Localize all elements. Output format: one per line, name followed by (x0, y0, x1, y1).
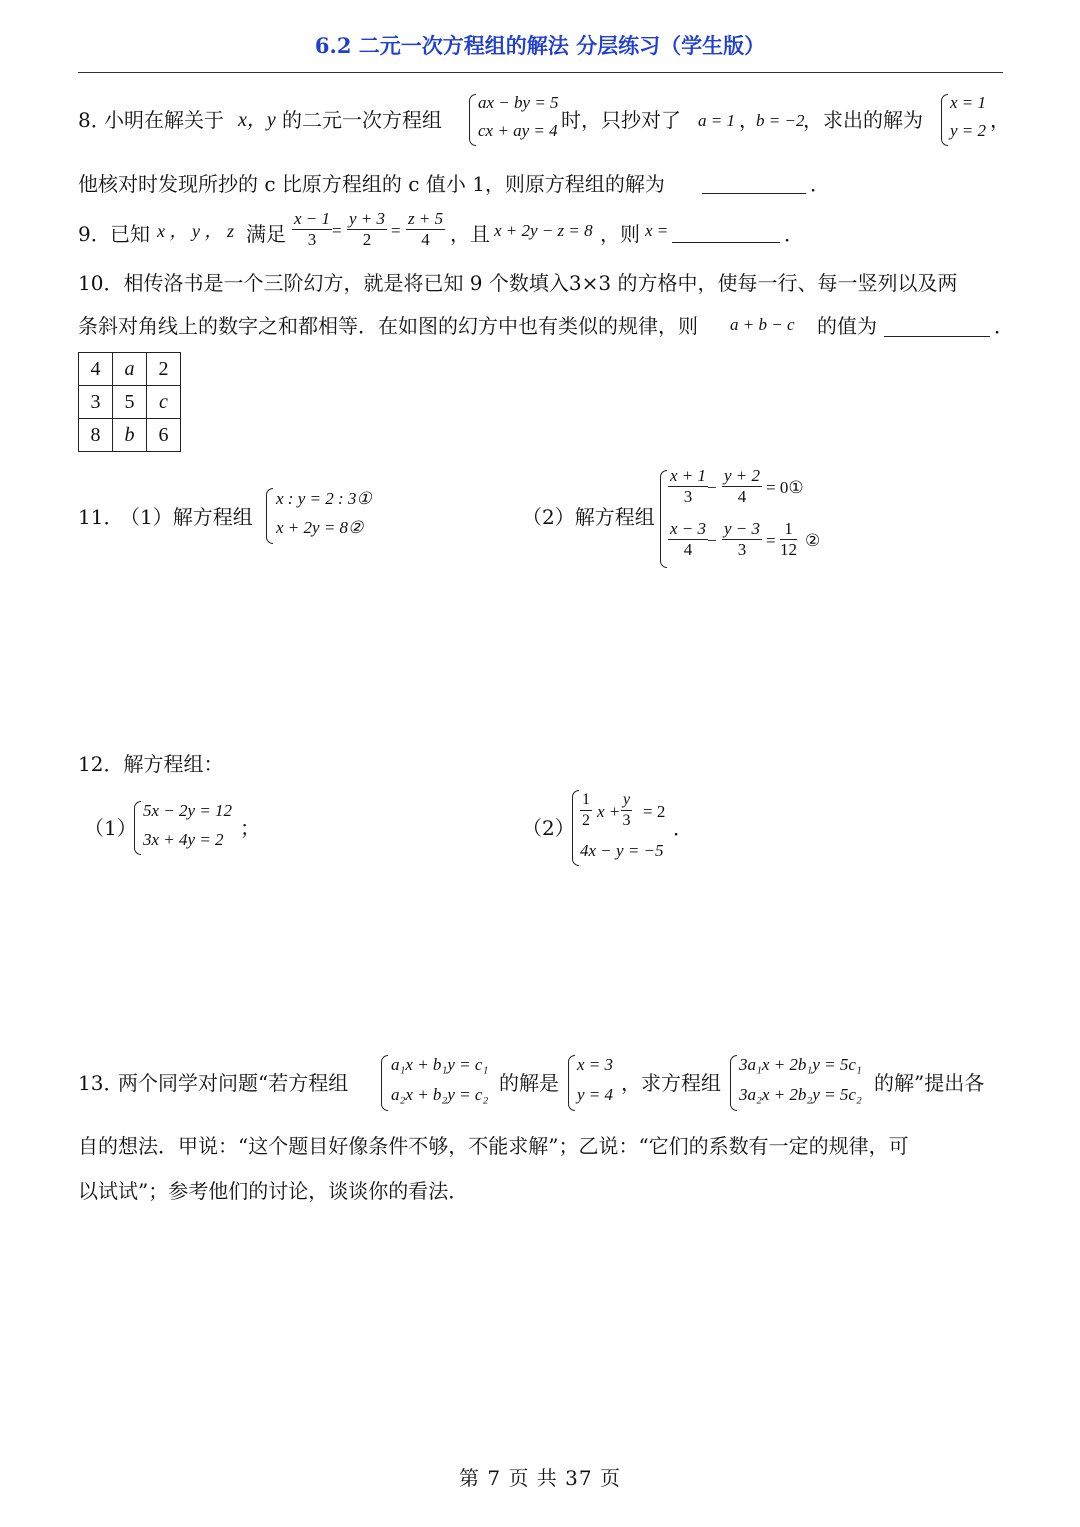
q13-system-2-eq-2: 3a₂x + 2b₂y = 5c₂ (739, 1085, 862, 1104)
equals-sign: = (766, 531, 776, 550)
fraction: $\frac{1}{2}$ (582, 791, 590, 829)
fraction: $\frac{y - 3}{3}$ (724, 519, 761, 559)
q11-p2-eq1-rhs: = 0① (766, 478, 804, 497)
q10-line-1: 10．相传洛书是一个三阶幻方，就是将已知 9 个数填入3×3 的方格中，使每一行、每一竖列以及两 (78, 271, 958, 295)
q8-text: 时，只抄对了 (561, 108, 681, 132)
circled-number: ② (805, 531, 821, 550)
q12-p1-equation-2: 3x + 4y = 2 (143, 830, 224, 849)
q13-text: 的解是 (499, 1071, 559, 1095)
q8-comma: ， (990, 108, 1010, 132)
fraction: $\frac{x - 3}{4}$ (670, 519, 707, 559)
page-title: 6.2 二元一次方程组的解法 分层练习（学生版） (314, 33, 766, 58)
q9-text: 满足 (246, 222, 286, 246)
q13-line-3: 以试试”；参考他们的讨论，谈谈你的看法． (78, 1179, 469, 1203)
q13-text: 两个同学对问题“若方程组 (118, 1071, 349, 1095)
q8-b-value: b = −2 (756, 111, 805, 130)
left-brace (572, 790, 579, 866)
answer-blank (702, 175, 806, 194)
fraction: $\frac{x + 1}{3}$ (670, 466, 707, 506)
left-brace (469, 94, 476, 146)
magic-square-cell: 3 (79, 386, 113, 419)
page-number: 第 7 页 共 37 页 (459, 1466, 621, 1490)
left-brace (730, 1055, 737, 1111)
fraction: $\frac{1}{12}$ (780, 519, 797, 559)
q9-ask: x = (645, 221, 669, 240)
answer-blank (672, 224, 780, 243)
q9-text: ，则 (600, 222, 640, 246)
fraction: $\frac{x - 1}{3}$ (294, 209, 331, 249)
left-brace (568, 1055, 575, 1111)
q13-system-1-eq-1: a₁x + b₁y = c₁ (391, 1055, 489, 1074)
q9-period: ． (784, 222, 804, 246)
q9-condition: x + 2y − z = 8 (494, 221, 593, 240)
q12-part-2-label: （2） (522, 816, 575, 840)
q12-part-1-label: （1） (84, 816, 137, 840)
magic-square-cell: 5 (113, 386, 147, 419)
q13-text: 的解”提出各 (874, 1071, 985, 1095)
q10-period: ． (994, 314, 1014, 338)
minus-sign: − (707, 531, 717, 550)
q11-part-1-label: （1）解方程组 (120, 505, 253, 529)
q11-p1-equation-2: x + 2y = 8② (276, 518, 364, 537)
magic-square (78, 352, 181, 452)
q12-p1-end: ； (240, 816, 260, 840)
q8-comma: ， (739, 108, 759, 132)
magic-square-cell: 8 (79, 419, 113, 452)
left-brace (941, 94, 948, 146)
q8-text: 小明在解关于 (104, 108, 224, 132)
left-brace (134, 801, 141, 855)
q10-expression: a + b − c (730, 315, 795, 334)
q10-text: 的值为 (817, 314, 877, 338)
q12-title: 12．解方程组： (78, 752, 224, 776)
q13-text: ，求方程组 (621, 1071, 721, 1095)
q10-line-2: 条斜对角线上的数字之和都相等．在如图的幻方中也有类似的规律，则 (78, 314, 698, 338)
q11-p1-equation-1: x : y = 2 : 3① (276, 489, 372, 508)
q13-solution-y: y = 4 (577, 1085, 614, 1104)
q8-solution-x: x = 1 (950, 93, 987, 112)
fraction: $\frac{y + 3}{2}$ (349, 209, 386, 249)
q9-vars: x ， y ， z (157, 221, 234, 241)
minus-sign: − (707, 478, 717, 497)
fraction: $\frac{z + 5}{4}$ (408, 209, 444, 249)
header-rule (78, 72, 1003, 73)
q12-p2-end: ． (673, 816, 693, 840)
answer-blank (884, 318, 990, 337)
q13-number: 13． (78, 1071, 124, 1095)
magic-square-cell: 4 (79, 353, 113, 386)
equals-sign: = (391, 221, 401, 240)
q9-text: 已知 (110, 222, 150, 246)
q8-equation-2: cx + ay = 4 (478, 121, 558, 140)
q8-solution-y: y = 2 (950, 121, 987, 140)
magic-square-cell: c (147, 386, 181, 419)
magic-square-cell: b (113, 419, 147, 452)
q11-number: 11． (78, 505, 124, 529)
q13-system-2-eq-1: 3a₁x + 2b₁y = 5c₁ (739, 1055, 862, 1074)
q11-part-2-label: （2）解方程组 (522, 505, 655, 529)
left-brace (266, 488, 273, 544)
q9-text: ，且 (450, 222, 490, 246)
left-brace (381, 1055, 388, 1111)
q12-p2-eq1-rhs: = 2 (643, 802, 666, 821)
magic-square-cell: 2 (147, 353, 181, 386)
fraction: $\frac{y}{3}$ (622, 791, 631, 829)
q12-p1-equation-1: 5x − 2y = 12 (143, 801, 233, 820)
equals-sign: = (332, 221, 342, 240)
fraction: $\frac{y + 2}{4}$ (724, 466, 761, 506)
q8-text: ，求出的解为 (803, 108, 923, 132)
q12-p2-eq1-mid: x + (597, 802, 621, 821)
magic-square-cell: a (113, 353, 147, 386)
q8-a-value: a = 1 (698, 111, 735, 130)
left-brace (660, 470, 667, 568)
q9-number: 9． (78, 222, 111, 246)
q8-period: ． (810, 172, 830, 196)
q8-equation-1: ax − by = 5 (478, 93, 559, 112)
q13-solution-x: x = 3 (577, 1055, 614, 1074)
q13-line-2: 自的想法．甲说：“这个题目好像条件不够，不能求解”；乙说：“它们的系数有一定的规律，可 (78, 1134, 909, 1158)
q8-number: 8． (78, 108, 111, 132)
q8-vars: x，y (238, 109, 276, 131)
q12-p2-equation-2: 4x − y = −5 (580, 841, 664, 860)
q8-line-2: 他核对时发现所抄的 c 比原方程组的 c 值小 1，则原方程组的解为 (78, 172, 665, 196)
q13-system-1-eq-2: a₂x + b₂y = c₂ (391, 1085, 489, 1104)
q8-text: 的二元一次方程组 (282, 108, 442, 132)
magic-square-cell: 6 (147, 419, 181, 452)
